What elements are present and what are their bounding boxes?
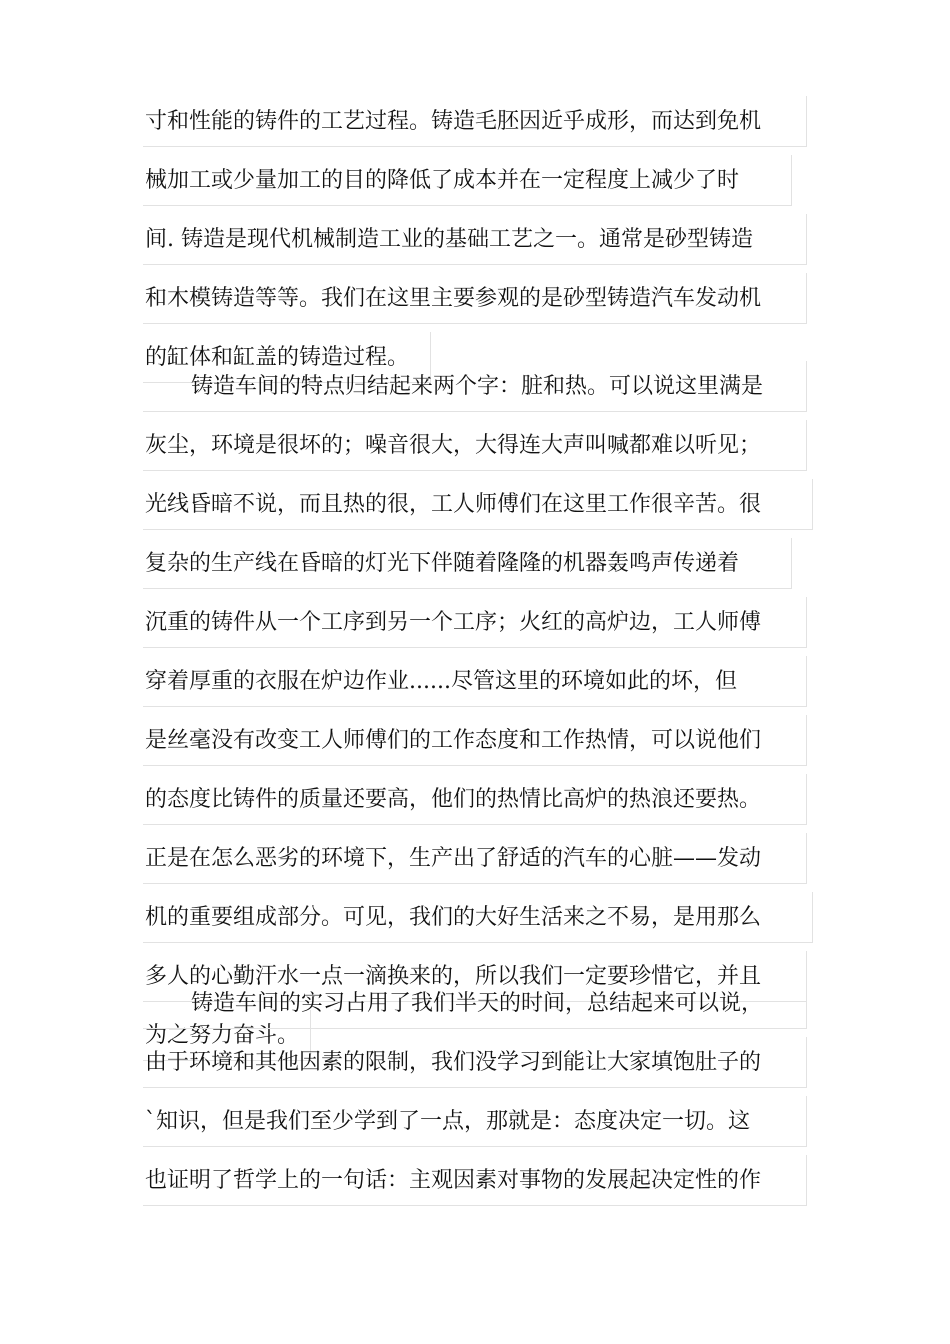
paragraph-3 xyxy=(143,978,807,1214)
text-line: 为之努力奋斗。 xyxy=(143,1010,311,1061)
paragraph-1 xyxy=(143,96,807,391)
text-line: 复杂的生产线在昏暗的灯光下伴随着隆隆的机器轰鸣声传递着 xyxy=(143,538,792,589)
text-line: 沉重的铸件从一个工序到另一个工序；火红的高炉边，工人师傅 xyxy=(143,597,807,648)
text-line: `知识，但是我们至少学到了一点，那就是：态度决定一切。这 xyxy=(143,1096,807,1147)
text-line: 寸和性能的铸件的工艺过程。铸造毛胚因近乎成形，而达到免机 xyxy=(143,96,807,147)
text-line: 由于环境和其他因素的限制，我们没学习到能让大家填饱肚子的 xyxy=(143,1037,807,1088)
text-line: 光线昏暗不说，而且热的很，工人师傅们在这里工作很辛苦。很 xyxy=(143,479,813,530)
text-line: 正是在怎么恶劣的环境下，生产出了舒适的汽车的心脏——发动 xyxy=(143,833,807,884)
text-line: 的缸体和缸盖的铸造过程。 xyxy=(143,332,431,383)
text-line: 和木模铸造等等。我们在这里主要参观的是砂型铸造汽车发动机 xyxy=(143,273,807,324)
text-line: 机的重要组成部分。可见，我们的大好生活来之不易，是用那么 xyxy=(143,892,813,943)
text-line: 灰尘，环境是很坏的；噪音很大，大得连大声叫喊都难以听见； xyxy=(143,420,807,471)
text-line: 间. 铸造是现代机械制造工业的基础工艺之一。通常是砂型铸造 xyxy=(143,214,807,265)
text-line: 的态度比铸件的质量还要高，他们的热情比高炉的热浪还要热。 xyxy=(143,774,807,825)
text-line: 也证明了哲学上的一句话：主观因素对事物的发展起决定性的作 xyxy=(143,1155,807,1206)
text-line: 铸造车间的实习占用了我们半天的时间，总结起来可以说， xyxy=(143,978,807,1029)
text-line: 多人的心勤汗水一点一滴换来的，所以我们一定要珍惜它，并且 xyxy=(143,951,807,1002)
text-line: 械加工或少量加工的目的降低了成本并在一定程度上减少了时 xyxy=(143,155,792,206)
text-line: 铸造车间的特点归结起来两个字：脏和热。可以说这里满是 xyxy=(143,361,807,412)
text-line: 穿着厚重的衣服在炉边作业......尽管这里的环境如此的坏，但 xyxy=(143,656,807,707)
paragraph-2 xyxy=(143,361,813,1069)
text-line: 是丝毫没有改变工人师傅们的工作态度和工作热情，可以说他们 xyxy=(143,715,807,766)
